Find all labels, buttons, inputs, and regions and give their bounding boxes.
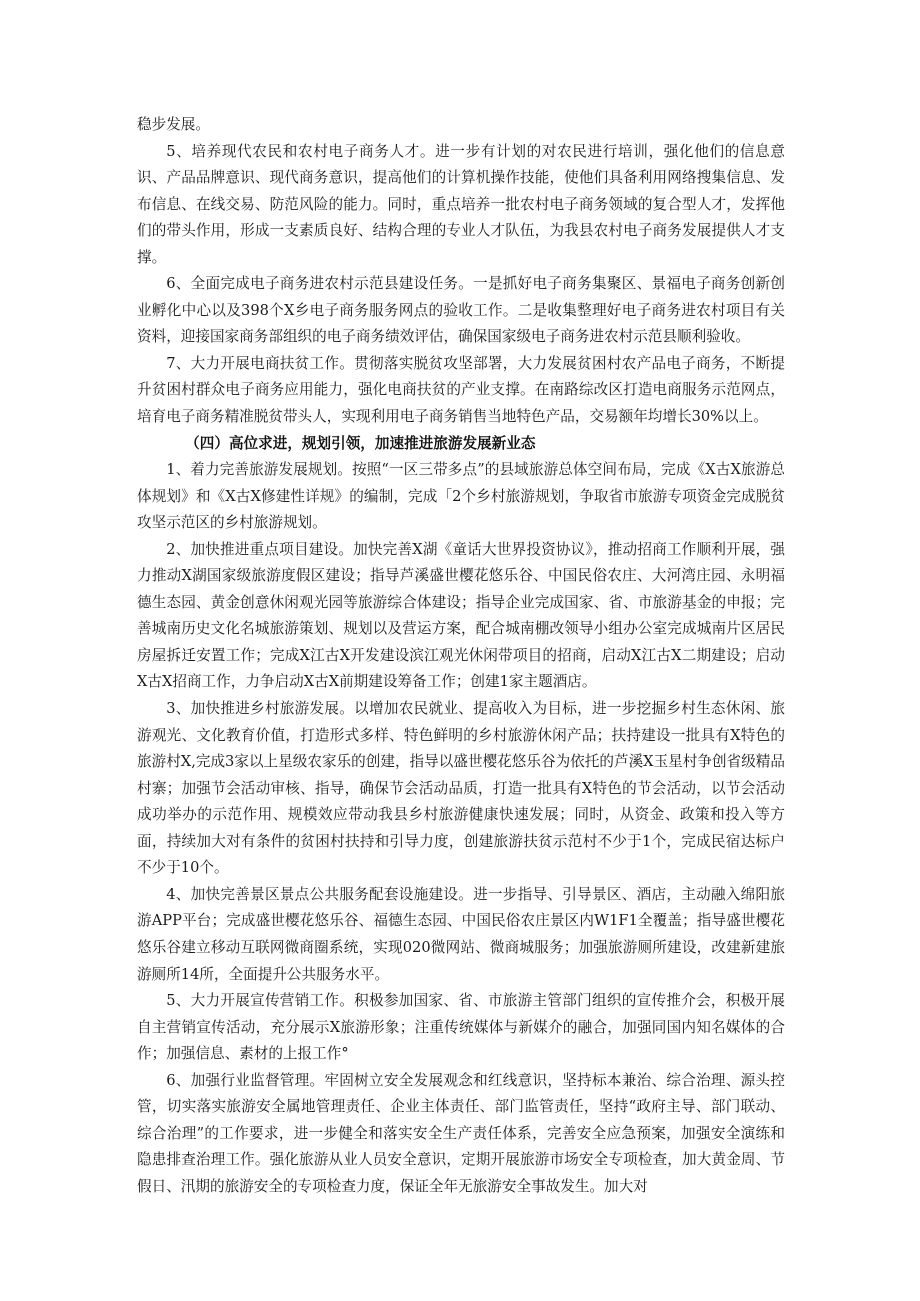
- paragraph-rural-tourism: 3、加快推进乡村旅游发展。以增加农民就业、提高收入为目标，进一步挖掘乡村生态休闲、旅游观光、文化教育价值，打造形式多样、特色鲜明的乡村旅游休闲产品；扶持建设一批具有X特色的旅游村X,完成3家以上星级农家乐的创建，指导以盛世樱花悠乐谷为依托的芦溪X玉星村争创省级精品村寨；加强节会活动审核、指导，确保节会活动品质，打造一批具有X特色的节会活动，以节会活动成功举办的示范作用、规模效应带动我县乡村旅游健康快速发展；同时，从资金、政策和投入等方面，持续加大对有条件的贫困村扶持和引导力度，创建旅游扶贫示范村不少于1个，完成民宿达标户不少于10个。: [137, 700, 785, 877]
- paragraph-key-projects: 2、加快推进重点项目建设。加快完善X湖《童话大世界投资协议》，推动招商工作顺利开展，强力推动X湖国家级旅游度假区建设；指导芦溪盛世樱花悠乐谷、中国民俗农庄、大河湾庄园、永明福德生态园、黄金创意休闲观光园等旅游综合体建设；指导企业完成国家、省、市旅游基金的申报；完善城南历史文化名城旅游策划、规划以及营运方案，配合城南棚改领导小组办公室完成城南片区居民房屋拆迁安置工作；完成X江古X开发建设滨江观光休闲带项目的招商，启动X江古X二期建设；启动X古X招商工作，力争启动X古X前期建设筹备工作；创建1家主题酒店。: [137, 540, 785, 691]
- paragraph-demo-county: 6、全面完成电子商务进农村示范县建设任务。一是抓好电子商务集聚区、景福电子商务创新创业孵化中心以及398个X乡电子商务服务网点的验收工作。二是收集整理好电子商务进农村项目有关资料，迎接国家商务部组织的电子商务绩效评估，确保国家级电子商务进农村示范县顺利验收。: [137, 275, 785, 346]
- continuation-text: 稳步发展。: [137, 116, 210, 133]
- paragraph-talent-training: 5、培养现代农民和农村电子商务人才。进一步有计划的对农民进行培训，强化他们的信息意识、产品品牌意识、现代商务意识，提高他们的计算机操作技能，使他们具备利用网络搜集信息、发布信息、在线交易、防范风险的能力。同时，重点培养一批农村电子商务领域的复合型人才，发挥他们的带头作用，形成一支素质良好、结构合理的专业人才队伍，为我县农村电子商务发展提供人才支撑。: [137, 142, 785, 266]
- paragraph-ecommerce-poverty: 7、大力开展电商扶贫工作。贯彻落实脱贫攻坚部署，大力发展贫困村农产品电子商务，不断提升贫困村群众电子商务应用能力，强化电商扶贫的产业支撑。在南路综改区打造电商服务示范网点，培育电子商务精准脱贫带头人，实现利用电子商务销售当地特色产品，交易额年均增长30%以上。: [137, 354, 785, 426]
- paragraph-supervision: 6、加强行业监督管理。牢固树立安全发展观念和红线意识，坚持标本兼治、综合治理、源头控管，切实落实旅游安全属地管理责任、企业主体责任、部门监管责任，坚持“政府主导、部门联动、综合治理”的工作要求，进一步健全和落实安全生产责任体系，完善安全应急预案，加强安全演练和隐患排查治理工作。强化旅游从业人员安全意识，定期开展旅游市场安全专项检查，加大黄金周、节假日、汛期的旅游安全的专项检查力度，保证全年无旅游安全事故发生。加大对: [137, 1071, 785, 1195]
- document-page: [137, 112, 785, 1200]
- section-heading: （四）高位求进，规划引领，加速推进旅游发展新业态: [185, 434, 536, 452]
- paragraph-tourism-planning: 1、着力完善旅游发展规划。按照“一区三带多点”的县域旅游总体空间布局，完成《X古X旅游总体规划》和《X古X修建性详规》的编制，完成「2个乡村旅游规划，争取省市旅游专项资金完成脱贫攻坚示范区的乡村旅游规划。: [137, 461, 785, 532]
- paragraph-marketing: 5、大力开展宣传营销工作。积极参加国家、省、市旅游主管部门组织的宣传推介会，积极开展自主营销宣传活动，充分展示X旅游形象；注重传统媒体与新媒介的融合，加强同国内知名媒体的合作；加强信息、素材的上报工作°: [137, 992, 785, 1063]
- paragraph-public-services: 4、加快完善景区景点公共服务配套设施建设。进一步指导、引导景区、酒店，主动融入绵阳旅游APP平台；完成盛世樱花悠乐谷、福德生态园、中国民俗农庄景区内W1F1全覆盖；指导盛世樱花悠乐谷建立移动互联网微商圈系统，实现020微网站、微商城服务；加强旅游厕所建设，改建新建旅游厕所14所，全面提升公共服务水平。: [137, 885, 785, 983]
